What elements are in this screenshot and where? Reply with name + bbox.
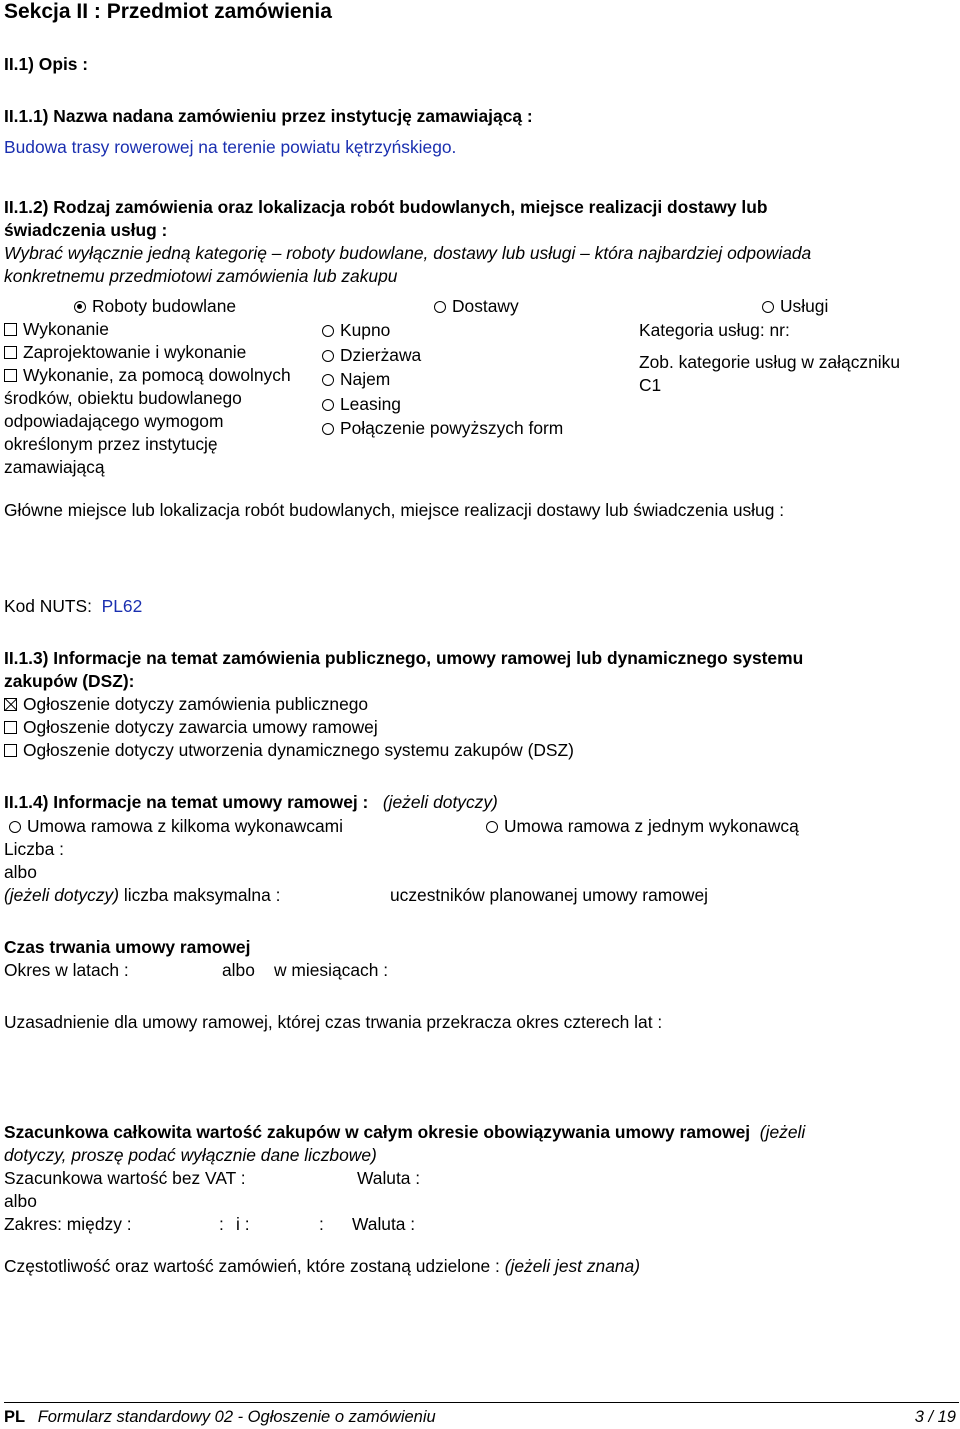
heading-ii-1-3-line1: II.1.3) Informacje na temat zamówienia publicznego, umowy ramowej lub dynamicznego systemu — [4, 648, 804, 668]
footer-divider — [4, 1402, 959, 1403]
supplies-option-leasing[interactable] — [322, 393, 401, 416]
footer-page: 3 / 19 — [914, 1408, 956, 1426]
max-participants — [4, 884, 280, 907]
estimate-note-line2: dotyczy, proszę podać wyłącznie dane liczbowe) — [4, 1145, 377, 1165]
max-label: liczba maksymalna : — [123, 885, 281, 905]
service-category-label: Kategoria usług: nr: — [639, 320, 790, 340]
nuts-code — [4, 595, 142, 618]
notice-public-contract-label: Ogłoszenie dotyczy zamówienia publicznego — [23, 694, 369, 714]
notice-dps-option[interactable] — [4, 739, 574, 762]
heading-ii-1-2-line1: II.1.2) Rodzaj zamówienia oraz lokalizacja robót budowlanych, miejsce realizacji dostawy lub — [4, 197, 768, 217]
radio-icon — [322, 325, 334, 337]
frequency — [4, 1255, 640, 1278]
works-option-design-execution-label: Zaprojektowanie i wykonanie — [23, 342, 247, 362]
category-supplies-option[interactable] — [434, 295, 519, 318]
works-option-realisation[interactable] — [4, 364, 291, 387]
supplies-option-leasing-label: Leasing — [340, 394, 401, 414]
heading-ii-1-4 — [4, 791, 498, 814]
supplies-option-purchase[interactable] — [322, 319, 390, 342]
albo-text-2: albo — [222, 960, 255, 980]
nuts-value: PL62 — [101, 596, 143, 616]
checkbox-icon — [4, 744, 17, 757]
radio-selected-icon — [74, 301, 86, 313]
contract-name-value: Budowa trasy rowerowej na terenie powiatu kętrzyńskiego. — [4, 137, 457, 157]
radio-icon — [322, 399, 334, 411]
supplies-option-rental[interactable] — [322, 368, 390, 391]
currency-label-2: Waluta : — [352, 1214, 416, 1234]
years-label: Okres w latach : — [4, 960, 129, 980]
justification-label: Uzasadnienie dla umowy ramowej, której czas trwania przekracza okres czterech lat : — [4, 1012, 663, 1032]
service-category-note-line2: C1 — [639, 375, 662, 395]
estimate-note-line1: (jeżeli — [759, 1122, 806, 1142]
estimated-value-label: Szacunkowa wartość bez VAT : — [4, 1168, 246, 1188]
albo-text: albo — [4, 862, 37, 882]
supplies-option-purchase-label: Kupno — [340, 320, 391, 340]
range-label: Zakres: między : — [4, 1214, 132, 1234]
range-colon-1: : — [219, 1214, 224, 1234]
notice-public-contract-option[interactable] — [4, 693, 368, 716]
supplies-option-combination-label: Połączenie powyższych form — [340, 418, 564, 438]
checkbox-icon — [4, 323, 17, 336]
works-option-execution[interactable] — [4, 318, 109, 341]
category-works-label: Roboty budowlane — [92, 296, 237, 316]
footer-form: Formularz standardowy 02 - Ogłoszenie o zamówieniu — [37, 1408, 436, 1426]
supplies-option-combination[interactable] — [322, 417, 563, 440]
estimate-heading — [4, 1121, 805, 1144]
count-label: Liczba : — [4, 839, 64, 859]
footer-lang: PL — [4, 1408, 26, 1426]
radio-icon — [322, 374, 334, 386]
heading-ii-1-1: II.1.1) Nazwa nadana zamówieniu przez instytucję zamawiającą : — [4, 106, 533, 126]
supplies-option-lease[interactable] — [322, 344, 421, 367]
notice-framework-label: Ogłoszenie dotyczy zawarcia umowy ramowej — [23, 717, 378, 737]
radio-icon — [322, 423, 334, 435]
nuts-label: Kod NUTS: — [4, 596, 92, 616]
works-option-realisation-line3: odpowiadającego wymogom — [4, 411, 224, 431]
frequency-note: (jeżeli jest znana) — [504, 1256, 641, 1276]
category-works-option[interactable] — [74, 295, 236, 318]
range-colon-2: : — [319, 1214, 324, 1234]
radio-icon — [762, 301, 774, 313]
framework-multiple-option[interactable] — [9, 815, 343, 838]
frequency-label: Częstotliwość oraz wartość zamówień, które zostaną udzielone : — [4, 1256, 500, 1276]
albo-text-3: albo — [4, 1191, 37, 1211]
footer-left — [4, 1406, 436, 1429]
section-title: Sekcja II : Przedmiot zamówienia — [4, 0, 332, 23]
works-option-design-execution[interactable] — [4, 341, 246, 364]
works-option-realisation-label: Wykonanie, za pomocą dowolnych — [23, 365, 291, 385]
radio-icon — [322, 350, 334, 362]
framework-multiple-label: Umowa ramowa z kilkoma wykonawcami — [27, 816, 344, 836]
instruction-line2: konkretnemu przedmiotowi zamówienia lub zakupu — [4, 266, 398, 286]
estimate-heading-text: Szacunkowa całkowita wartość zakupów w całym okresie obowiązywania umowy ramowej — [4, 1122, 751, 1142]
heading-ii-1-3-line2: zakupów (DSZ): — [4, 671, 135, 691]
radio-icon — [9, 821, 21, 833]
service-category-note-line1: Zob. kategorie usług w załączniku — [639, 352, 900, 372]
works-option-realisation-line2: środków, obiektu budowlanego — [4, 388, 242, 408]
framework-single-option[interactable] — [486, 815, 799, 838]
currency-label: Waluta : — [357, 1168, 421, 1188]
supplies-option-rental-label: Najem — [340, 369, 391, 389]
category-services-option[interactable] — [762, 295, 828, 318]
duration-heading: Czas trwania umowy ramowej — [4, 937, 251, 957]
category-supplies-label: Dostawy — [452, 296, 519, 316]
range-and: i : — [236, 1214, 250, 1234]
works-option-realisation-line5: zamawiającą — [4, 457, 105, 477]
months-label: w miesiącach : — [274, 960, 389, 980]
category-services-label: Usługi — [780, 296, 829, 316]
notice-dps-label: Ogłoszenie dotyczy utworzenia dynamicznego systemu zakupów (DSZ) — [23, 740, 574, 760]
checkbox-icon — [4, 346, 17, 359]
framework-single-label: Umowa ramowa z jednym wykonawcą — [504, 816, 799, 836]
heading-ii-1-2-line2: świadczenia usług : — [4, 220, 168, 240]
works-option-realisation-line4: określonym przez instytucję — [4, 434, 218, 454]
works-option-execution-label: Wykonanie — [23, 319, 109, 339]
heading-ii-1-4-note: (jeżeli dotyczy) — [382, 792, 498, 812]
radio-icon — [486, 821, 498, 833]
heading-ii-1: II.1) Opis : — [4, 54, 89, 74]
radio-icon — [434, 301, 446, 313]
checkbox-icon — [4, 721, 17, 734]
max-note: (jeżeli dotyczy) — [4, 885, 120, 905]
checkbox-icon — [4, 369, 17, 382]
supplies-option-lease-label: Dzierżawa — [340, 345, 422, 365]
place-label: Główne miejsce lub lokalizacja robót budowlanych, miejsce realizacji dostawy lub świadczenia usług : — [4, 500, 785, 520]
participants-label: uczestników planowanej umowy ramowej — [390, 885, 709, 905]
heading-ii-1-4-text: II.1.4) Informacje na temat umowy ramowej : — [4, 792, 369, 812]
instruction-line1: Wybrać wyłącznie jedną kategorię – roboty budowlane, dostawy lub usługi – która najbardziej odpowiada — [4, 243, 812, 263]
notice-framework-option[interactable] — [4, 716, 378, 739]
checkbox-checked-icon — [4, 698, 17, 711]
